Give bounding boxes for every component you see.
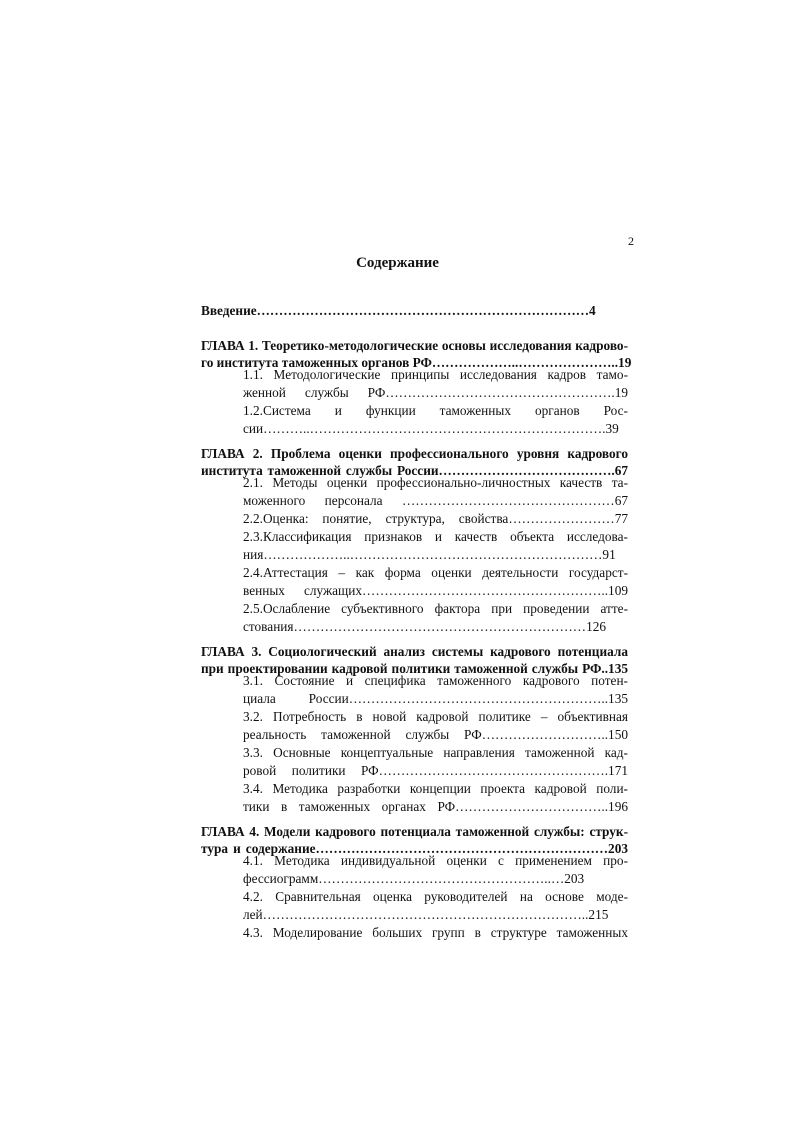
section-4-2-line2: лей………………………………………………………………..215 [243,907,609,922]
chapter-4-title-line2: тура и содержание…………………………………………………………203 [201,841,628,856]
section-2-1-line2: моженного персонала …………………………………………67 [243,493,628,508]
section-2-5-line2: стования…………………………………………………………126 [243,619,607,634]
section-4-1-line2: фессиограмм……………………………………………..…203 [243,871,585,886]
section-3-1-line2: циала России…………………………………………………..135 [243,691,628,706]
toc-intro: Введение…………………………………………………………………4 [201,303,596,318]
section-2-5-line1: 2.5.Ослабление субъективного фактора при проведении атте- [243,601,628,616]
section-3-1-line1: 3.1. Состояние и специфика таможенного кадрового потен- [243,673,628,688]
section-3-2-line2: реальность таможенной службы РФ………………………..150 [243,727,628,742]
chapter-2-title-line2: института таможенной службы России………………………………….67 [201,463,628,478]
page-number: 2 [628,234,634,248]
section-2-3-line1: 2.3.Классификация признаков и качеств объекта исследова- [243,529,628,544]
section-2-4-line1: 2.4.Аттестация – как форма оценки деятельности государст- [243,565,628,580]
section-3-3-line2: ровой политики РФ…………………………………………….171 [243,763,628,778]
chapter-3-title-line2: при проектировании кадровой политики таможенной службы РФ..135 [201,661,628,676]
section-3-4-line2: тики в таможенных органах РФ……………………………..196 [243,799,628,814]
section-4-3-line1: 4.3. Моделирование больших групп в структуре таможенных [243,925,628,940]
section-3-3-line1: 3.3. Основные концептуальные направления таможенной кад- [243,745,628,760]
section-1-2-line1: 1.2.Система и функции таможенных органов Рос- [243,403,628,418]
chapter-2-title-line1: ГЛАВА 2. Проблема оценки профессионального уровня кадрового [201,446,628,461]
section-3-4-line1: 3.4. Методика разработки концепции проекта кадровой поли- [243,781,628,796]
chapter-3-title-line1: ГЛАВА 3. Социологический анализ системы кадрового потенциала [201,644,628,659]
section-3-2-line1: 3.2. Потребность в новой кадровой политике – объективная [243,709,628,724]
chapter-4-title-line1: ГЛАВА 4. Модели кадрового потенциала таможенной службы: струк- [201,824,628,839]
section-4-2-line1: 4.2. Сравнительная оценка руководителей на основе моде- [243,889,628,904]
chapter-1-title-line1: ГЛАВА 1. Теоретико-методологические основы исследования кадрово- [201,338,628,353]
page-title: Содержание [356,255,439,271]
section-1-1-line2: женной службы РФ…………………………………………….19 [243,385,628,400]
section-2-3-line2: ния………………..…………………………………………………91 [243,547,616,562]
section-2-4-line2: венных служащих………………………………………………..109 [243,583,628,598]
chapter-1-title-line2: го института таможенных органов РФ………………..…………………..19 [201,355,632,370]
section-2-2: 2.2.Оценка: понятие, структура, свойства……………………77 [243,511,628,526]
section-2-1-line1: 2.1. Методы оценки профессионально-личностных качеств та- [243,475,628,490]
section-1-2-line2: сии………..………………………………………………………….39 [243,421,619,436]
section-4-1-line1: 4.1. Методика индивидуальной оценки с применением про- [243,853,628,868]
section-1-1-line1: 1.1. Методологические принципы исследования кадров тамо- [243,367,628,382]
